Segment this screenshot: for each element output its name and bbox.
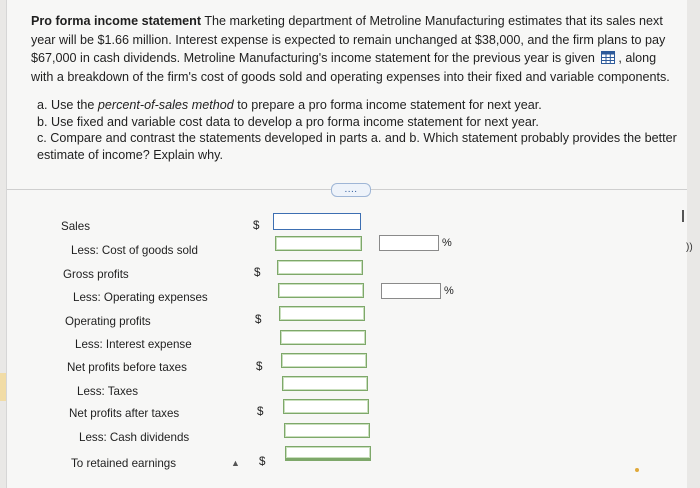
dollar-sign-sales: $ [253,219,260,232]
decorative-dot [635,468,639,472]
operating-profits-input[interactable] [279,306,365,321]
problem-page [6,0,687,488]
row-label-sales: Sales [61,220,91,233]
problem-statement [31,12,681,86]
gross-profits-input[interactable] [277,260,363,275]
net-profits-before-taxes-input[interactable] [281,353,367,368]
row-label-net-profits-after-taxes: Net profits after taxes [69,407,180,420]
part-b: b. Use fixed and variable cost data to develop a pro forma income statement for next year. [37,114,539,129]
row-label-cash-dividends: Less: Cash dividends [79,431,190,444]
cursor-mark: ▲ [231,458,240,468]
operating-expenses-percent-input[interactable] [381,283,441,299]
row-label-taxes: Less: Taxes [77,385,139,398]
cogs-percent-input[interactable] [379,235,439,251]
row-label-interest-expense: Less: Interest expense [75,338,192,351]
right-edge-mark: )) [686,242,693,253]
question-parts [37,97,677,163]
problem-title: Pro forma income statement [31,14,202,28]
net-profits-after-taxes-input[interactable] [283,399,369,414]
expand-more-button[interactable]: .... [331,183,371,197]
interest-expense-input[interactable] [280,330,366,345]
dollar-sign-gross-profits: $ [254,266,261,279]
row-label-operating-expenses: Less: Operating expenses [73,291,208,304]
grid-icon[interactable] [601,51,615,64]
part-a-prefix: a. Use the [37,98,98,112]
part-a-suffix: to prepare a pro forma income statement for next year. [233,98,542,112]
row-label-net-profits-before-taxes: Net profits before taxes [67,361,187,374]
cash-dividends-input[interactable] [284,423,370,438]
sales-amount-input[interactable] [273,213,361,230]
problem-text: The marketing department of Metroline Manufacturing estimates that its sales next year will be $1.66 million. Interest expense is expected to remain unchanged at $38,000, and the firm plans to pay $67,000 in cash dividends. Metroline Manufacturing's income statement for the previous year is given [31,14,666,65]
cogs-amount-input[interactable] [275,236,362,251]
row-label-gross-profits: Gross profits [63,268,129,281]
left-accent-bar [0,373,6,401]
row-label-retained-earnings: To retained earnings [71,457,177,470]
dollar-sign-retained-earnings: $ [259,455,266,468]
row-label-operating-profits: Operating profits [65,315,151,328]
problem-text-continued: , along with a breakdown of the firm's cost of goods sold and operating expenses into their fixed and variable components. [31,51,670,84]
right-edge-tick [682,210,684,222]
row-label-cogs: Less: Cost of goods sold [71,244,198,257]
operating-expenses-percent-symbol: % [444,285,454,297]
part-a [37,97,677,114]
operating-expenses-input[interactable] [278,283,364,298]
taxes-input[interactable] [282,376,368,391]
dollar-sign-net-after-taxes: $ [257,405,264,418]
cogs-percent-symbol: % [442,237,452,249]
part-a-method: percent-of-sales method [97,98,234,112]
dollar-sign-operating-profits: $ [255,313,262,326]
dollar-sign-net-before-taxes: $ [256,360,263,373]
retained-earnings-input[interactable] [285,446,371,461]
part-c: c. Compare and contrast the statements developed in parts a. and b. Which statement probably provides the better estimate of income? Explain why. [37,131,677,162]
